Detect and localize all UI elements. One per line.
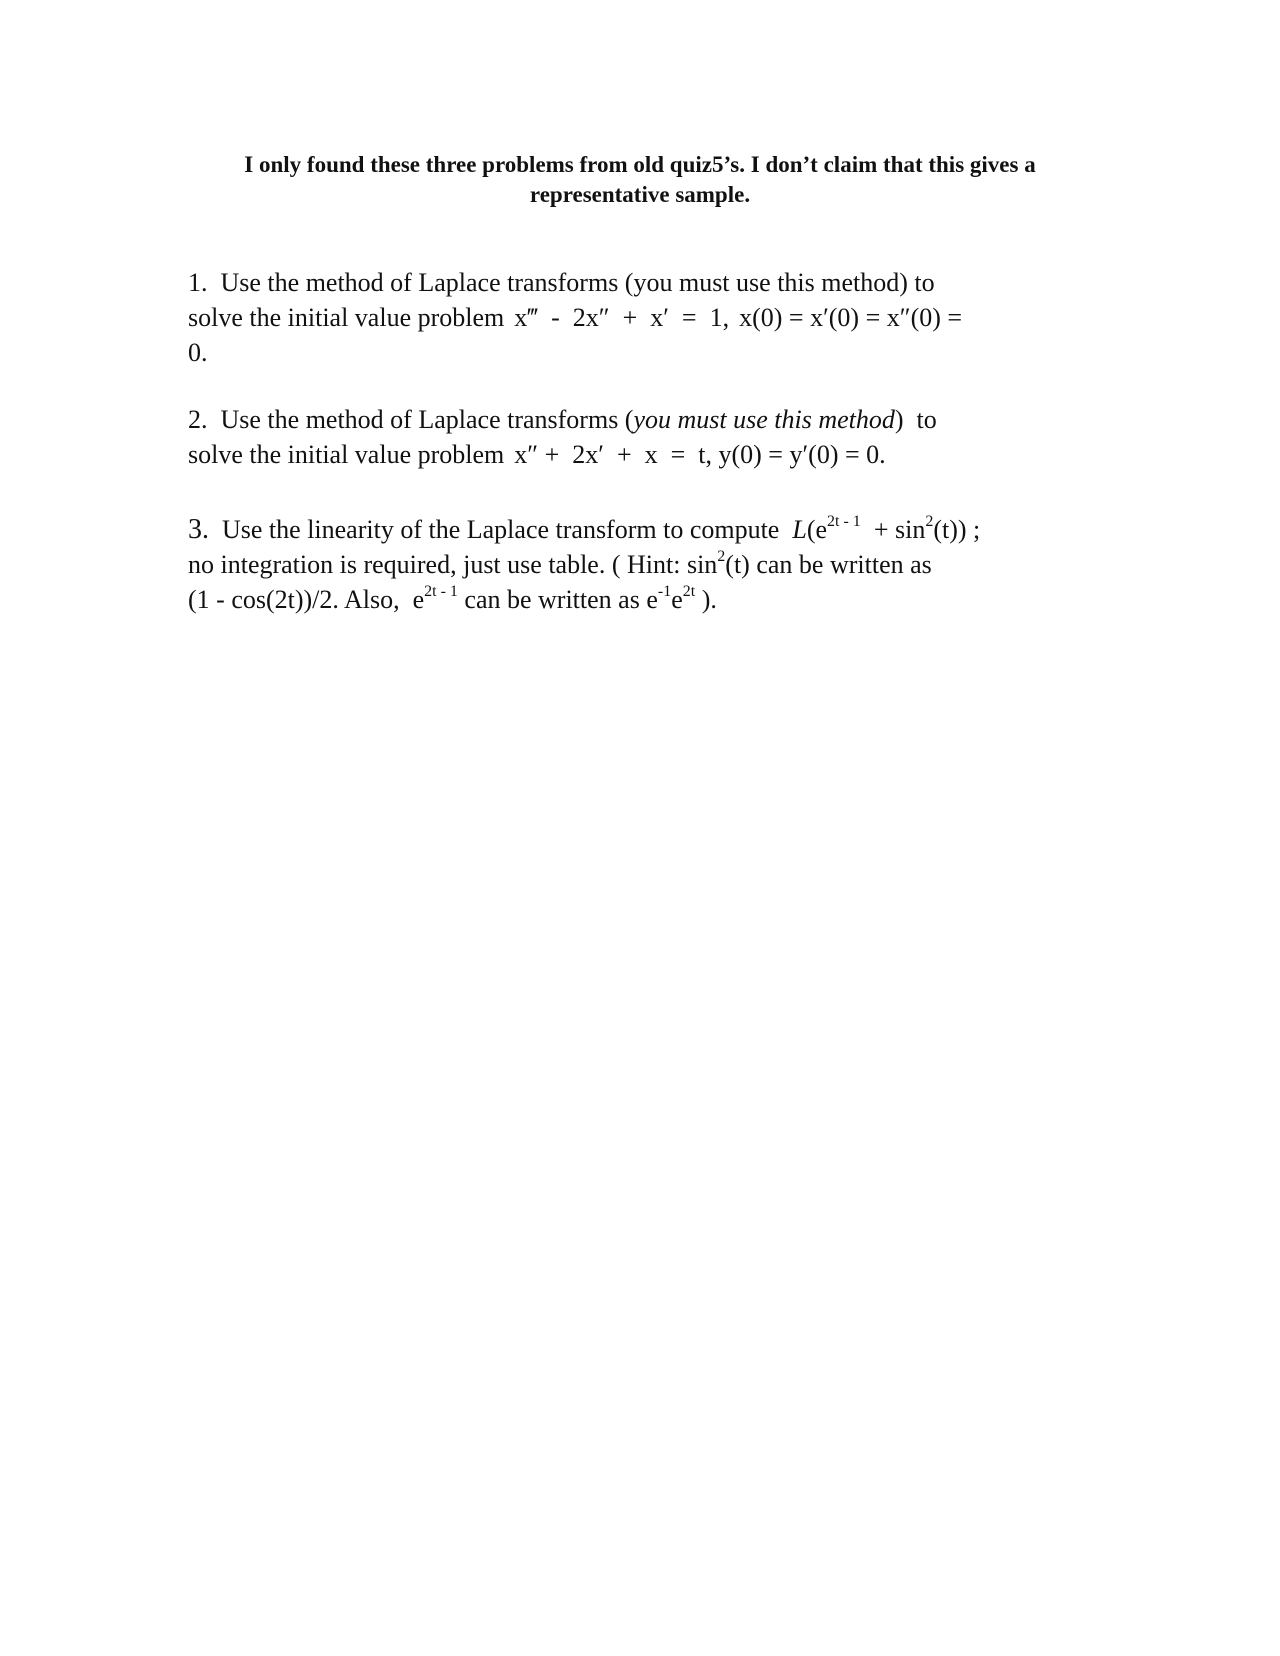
problem-3-line-3	[188, 582, 1088, 617]
exponent-square: 2	[925, 513, 934, 531]
problem-3-also-text: (1 - cos(2t))/2. Also, e	[188, 585, 425, 614]
problem-2	[188, 402, 1088, 472]
problem-3-closing: ).	[695, 585, 717, 614]
problem-2-text: Use the method of Laplace transforms (	[220, 405, 634, 434]
hint-exponent-square: 2	[717, 548, 726, 566]
problem-2-number: 2.	[188, 405, 208, 434]
heading-line-1: I only found these three problems from old quiz5’s. I don’t claim that this gives a	[244, 152, 1036, 177]
problem-3-hint-text: no integration is required, just use table. ( Hint: sin	[188, 550, 718, 579]
problem-3-expr-close: (t)) ;	[933, 515, 981, 544]
laplace-symbol: L	[792, 515, 807, 544]
also-exponent-2t-minus-1: 2t - 1	[424, 583, 458, 601]
problem-2-emphasis: you must use this method	[633, 405, 895, 434]
problem-3-line-2	[188, 547, 1088, 582]
problem-3-text: Use the linearity of the Laplace transform to compute	[222, 515, 780, 544]
problem-3-number: 3.	[188, 514, 209, 545]
problem-1-text: Use the method of Laplace transforms (you must use this method) to	[220, 268, 935, 297]
problem-1-line-3: 0.	[188, 338, 208, 367]
problem-2-line-1	[188, 402, 1088, 437]
problem-1	[188, 265, 1088, 370]
problem-2-text-end: ) to	[894, 405, 937, 434]
exponent-minus-1: -1	[657, 583, 672, 601]
problem-3-hint-text-end: (t) can be written as	[725, 550, 932, 579]
problem-3-rewrite-text: can be written as e	[464, 585, 658, 614]
problem-1-equation: x‴ - 2x″ + x′ = 1,	[514, 303, 730, 332]
exponent-2t-minus-1: 2t - 1	[827, 513, 861, 531]
problem-2-lead: solve the initial value problem	[188, 440, 505, 469]
problem-1-lead: solve the initial value problem	[188, 303, 505, 332]
page-heading	[180, 150, 1100, 210]
problem-1-line-1	[188, 265, 1088, 300]
problem-2-equation: x″ + 2x′ + x = t, y(0) = y′(0) = 0.	[514, 440, 886, 469]
problem-3-expr-sin: + sin	[873, 515, 926, 544]
problem-1-line-2	[188, 300, 1088, 335]
problem-3-line-1	[188, 512, 1088, 547]
exponent-2t: 2t	[682, 583, 696, 601]
problem-1-number: 1.	[188, 268, 208, 297]
problem-3	[188, 512, 1088, 617]
problem-3-expr-open: (e	[806, 515, 828, 544]
heading-line-2: representative sample.	[529, 182, 751, 207]
problem-1-initial-conditions: x(0) = x′(0) = x″(0) =	[739, 303, 963, 332]
problem-2-line-2	[188, 437, 1088, 472]
problem-3-e: e	[671, 585, 683, 614]
